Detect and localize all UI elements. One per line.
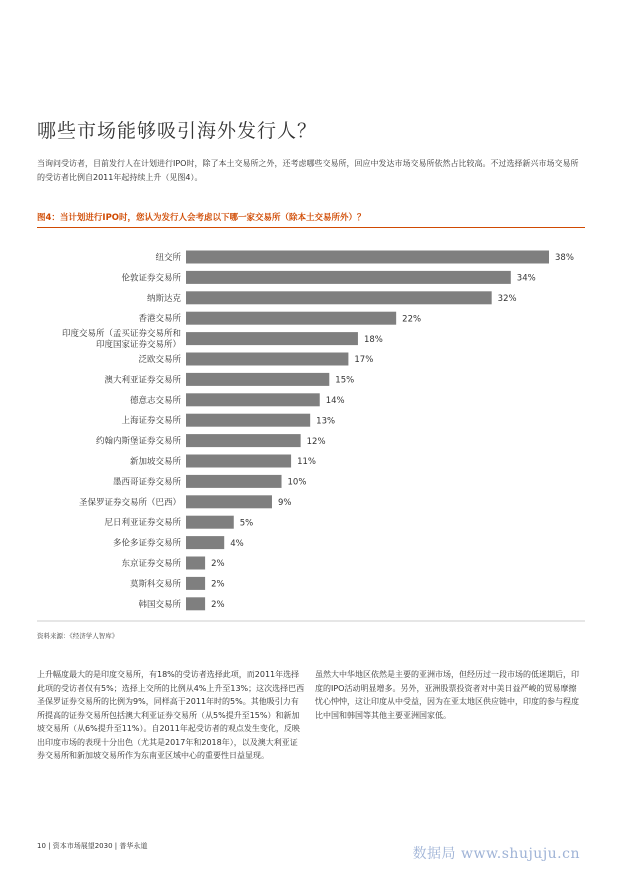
category-label-5: 印度交易所（孟买证券交易所和印度国家证券交易所） [61, 329, 181, 351]
category-label-10: 约翰内斯堡证券交易所 [95, 436, 181, 447]
value-label-9: 13% [316, 416, 336, 427]
bar-12 [186, 475, 282, 488]
bar-14 [186, 516, 234, 529]
intro-paragraph: 当询问受访者，目前发行人在计划进行IPO时，除了本土交易所之外，还考虑哪些交易所，回应中发达市场交易所依然占比较高。不过选择新兴市场交易所的受访者比例自2011年起持续上升（见图4）。 [37, 159, 579, 182]
page-title: 哪些市场能够吸引海外发行人？ [37, 120, 318, 142]
category-label-14: 尼日利亚证券交易所 [104, 518, 181, 529]
bar-1 [186, 251, 549, 264]
category-label-15: 多伦多证券交易所 [112, 538, 181, 549]
bar-8 [186, 393, 320, 406]
bar-15 [186, 536, 224, 549]
bar-2 [186, 271, 511, 284]
bar-13 [186, 495, 272, 508]
bar-9 [186, 414, 310, 427]
value-label-5: 18% [363, 334, 383, 345]
category-label-8: 德意志交易所 [129, 395, 181, 406]
value-label-12: 10% [287, 477, 307, 488]
bar-chart [37, 240, 585, 622]
category-label-4: 香港交易所 [138, 314, 181, 325]
value-label-17: 2% [211, 579, 225, 590]
value-label-14: 5% [239, 518, 254, 529]
bar-7 [186, 373, 329, 386]
page-footer: 10 | 资本市场展望2030 | 普华永道 [37, 842, 148, 850]
category-label-9: 上海证券交易所 [121, 416, 181, 427]
category-label-6: 泛欧交易所 [138, 355, 181, 365]
value-label-10: 12% [306, 436, 326, 447]
value-label-4: 22% [402, 314, 422, 325]
category-label-7: 澳大利亚证券交易所 [104, 375, 181, 386]
category-label-18: 韩国交易所 [138, 599, 181, 610]
value-label-2: 34% [516, 273, 536, 284]
bar-10 [186, 434, 301, 447]
value-label-8: 14% [325, 396, 345, 406]
value-label-11: 11% [297, 457, 316, 468]
value-label-15: 4% [230, 538, 244, 549]
bar-6 [186, 353, 348, 366]
category-label-17: 莫斯科交易所 [129, 579, 181, 590]
body-text-left: 上升幅度最大的是印度交易所，有18%的受访者选择此项，而2011年选择此项的受访者仅有5%；选择上交所的比例从4%上升至13%；这次选择巴西圣保罗证券交易所的比例为9%，同样高于2011年时的5%。其他吸引力有所提高的证券交易所包括澳大利亚证券交易所（从5%提升至15%）和新加坡交易所（从6%提升至11%）。自2011年起受访者的观点发生变化，反映出印度市场的表现十分出色（尤其是2017年和2018年），以及澳大利亚证券交易所和新加坡交易所作为东南亚区域中心的重要性日益显现。 [37, 670, 305, 760]
bar-4 [186, 312, 396, 325]
value-label-18: 2% [211, 600, 225, 610]
value-label-1: 38% [555, 253, 574, 264]
bar-3 [186, 291, 492, 304]
figure-title: 图4：当计划进行IPO时，您认为发行人会考虑以下哪一家交易所（除本土交易所外）？ [37, 213, 366, 223]
category-label-16: 东京证券交易所 [121, 559, 181, 569]
value-label-7: 15% [335, 375, 355, 386]
source-note: 资料来源：《经济学人智库》 [37, 632, 119, 640]
value-label-3: 32% [497, 294, 517, 304]
bar-18 [186, 597, 205, 610]
category-label-3: 纳斯达克 [146, 293, 181, 304]
bar-16 [186, 557, 205, 570]
watermark: 数据局 www.shujuju.cn [412, 846, 580, 862]
value-label-16: 2% [211, 559, 225, 570]
bar-17 [186, 577, 205, 590]
figure-title-rule [37, 227, 585, 228]
bar-5 [186, 332, 358, 345]
category-label-13: 圣保罗证券交易所（巴西） [78, 497, 181, 508]
category-label-11: 新加坡交易所 [129, 457, 181, 467]
category-label-2: 伦敦证券交易所 [121, 273, 181, 284]
category-label-12: 墨西哥证券交易所 [112, 477, 181, 488]
value-label-13: 9% [277, 498, 292, 508]
value-label-6: 17% [354, 355, 374, 366]
category-label-1: 纽交所 [155, 253, 181, 263]
body-text-right: 虽然大中华地区依然是主要的亚洲市场，但经历过一段市场的低迷期后，印度的IPO活动明显增多。另外，亚洲股票投资者对中美日益严峻的贸易摩擦忧心忡忡，这让印度从中受益，因为在亚太地区供应链中，印度的参与程度比中国和韩国等其他主要亚洲国家低。 [315, 670, 579, 720]
bar-11 [186, 455, 291, 468]
